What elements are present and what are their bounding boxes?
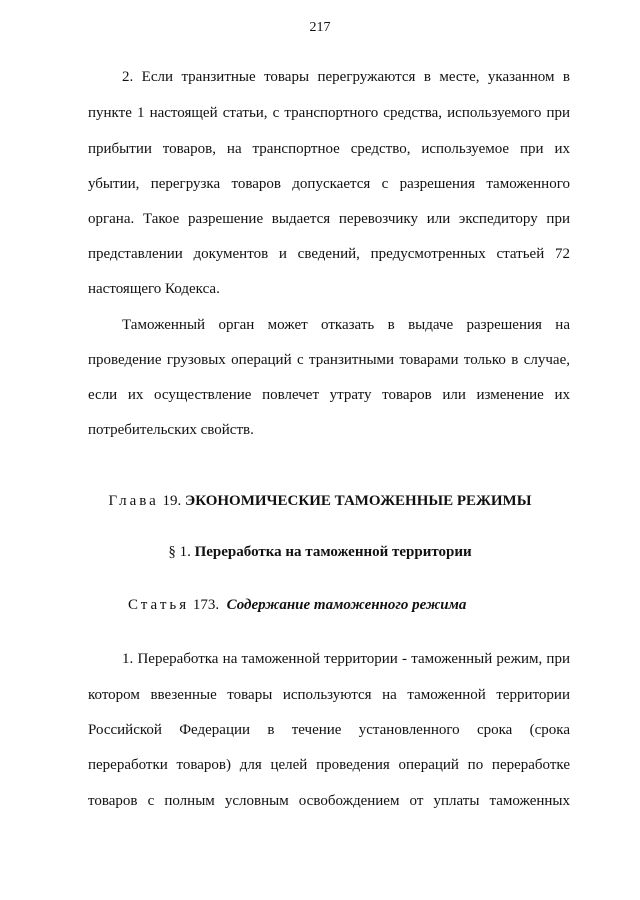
text-line: котором ввезенные товары используются на таможенной территории bbox=[88, 687, 570, 703]
text-line: Таможенный орган может отказать в выдаче разрешения на bbox=[122, 317, 570, 333]
text-line: товаров с полным условным освобождением от уплаты таможенных bbox=[88, 793, 570, 809]
section-heading bbox=[0, 543, 640, 561]
text-line: переработки товаров) для целей проведения операций по переработке bbox=[88, 757, 570, 773]
text-line: настоящего Кодекса. bbox=[88, 281, 220, 297]
text-line: 1. Переработка на таможенной территории - таможенный режим, при bbox=[122, 651, 570, 667]
text-line: органа. Такое разрешение выдается перевозчику или экспедитору при bbox=[88, 211, 570, 227]
text-line: убытии, перегрузка товаров допускается с разрешения таможенного bbox=[88, 176, 570, 192]
chapter-title: ЭКОНОМИЧЕСКИЕ ТАМОЖЕННЫЕ РЕЖИМЫ bbox=[185, 493, 532, 509]
chapter-prefix: Глава bbox=[108, 493, 159, 509]
article-heading bbox=[128, 596, 466, 614]
section-prefix: § 1. bbox=[168, 544, 191, 560]
article-number: 173. bbox=[192, 597, 220, 613]
chapter-heading bbox=[0, 492, 640, 510]
article-prefix: Статья bbox=[128, 597, 190, 613]
text-line: потребительских свойств. bbox=[88, 422, 254, 438]
chapter-number: 19. bbox=[162, 493, 182, 509]
text-line: 2. Если транзитные товары перегружаются в месте, указанном в bbox=[122, 69, 570, 85]
text-line: пункте 1 настоящей статьи, с транспортного средства, используемого при bbox=[88, 105, 570, 121]
text-line: представлении документов и сведений, предусмотренных статьей 72 bbox=[88, 246, 570, 262]
text-line: если их осуществление повлечет утрату товаров или изменение их bbox=[88, 387, 570, 403]
text-line: прибытии товаров, на транспортное средство, используемое при их bbox=[88, 141, 570, 157]
page-number: 217 bbox=[309, 20, 331, 35]
text-line: Российской Федерации в течение установленного срока (срока bbox=[88, 722, 570, 738]
text-line: проведение грузовых операций с транзитными товарами только в случае, bbox=[88, 352, 570, 368]
section-title: Переработка на таможенной территории bbox=[194, 544, 472, 560]
article-title: Содержание таможенного режима bbox=[226, 597, 467, 613]
